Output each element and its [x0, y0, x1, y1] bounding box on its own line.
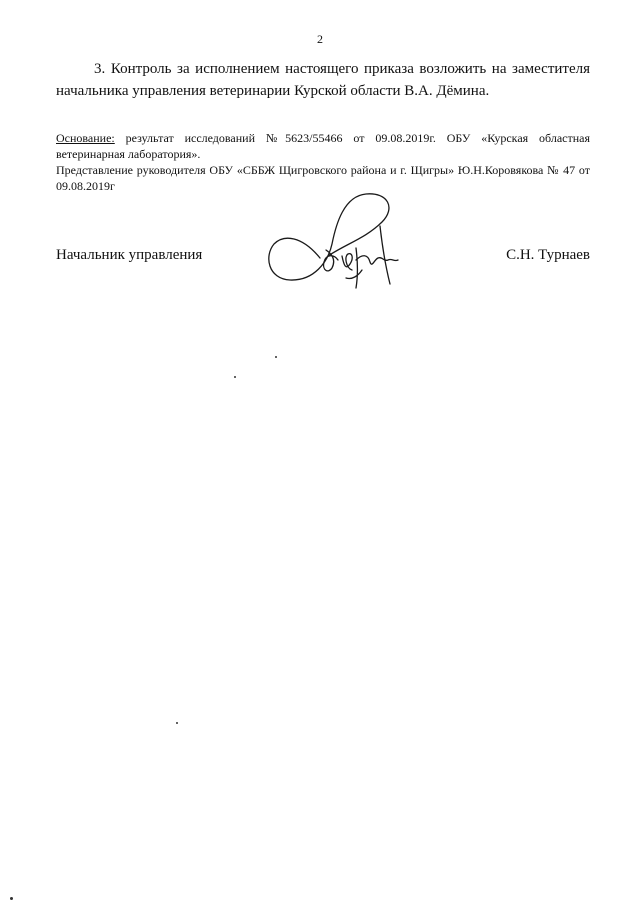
basis-text: результат исследований №5623/55466 от 09.08.2019г. ОБУ «Курская областная ветеринарная лаборатория». — [56, 131, 590, 161]
scan-speck — [275, 356, 277, 358]
signer-title: Начальник управления — [56, 247, 203, 263]
page-number: 2 — [317, 32, 323, 46]
handwritten-signature — [262, 184, 412, 294]
signer-name: С.Н. Турнаев — [506, 247, 590, 263]
basis-note — [56, 131, 590, 162]
scan-speck — [10, 897, 13, 900]
scan-speck — [176, 722, 178, 724]
scan-speck — [234, 376, 236, 378]
paragraph-control: 3. Контроль за исполнением настоящего приказа возложить на заместителя начальника управления ветеринарии Курской области В.А. Дёмина. — [56, 61, 590, 99]
submission-note: Представление руководителя ОБУ «СББЖ Щигровского района и г. Щигры» Ю.Н.Коровякова № 47 от 09.08.2019г — [56, 163, 590, 193]
basis-label: Основание: — [56, 131, 115, 145]
